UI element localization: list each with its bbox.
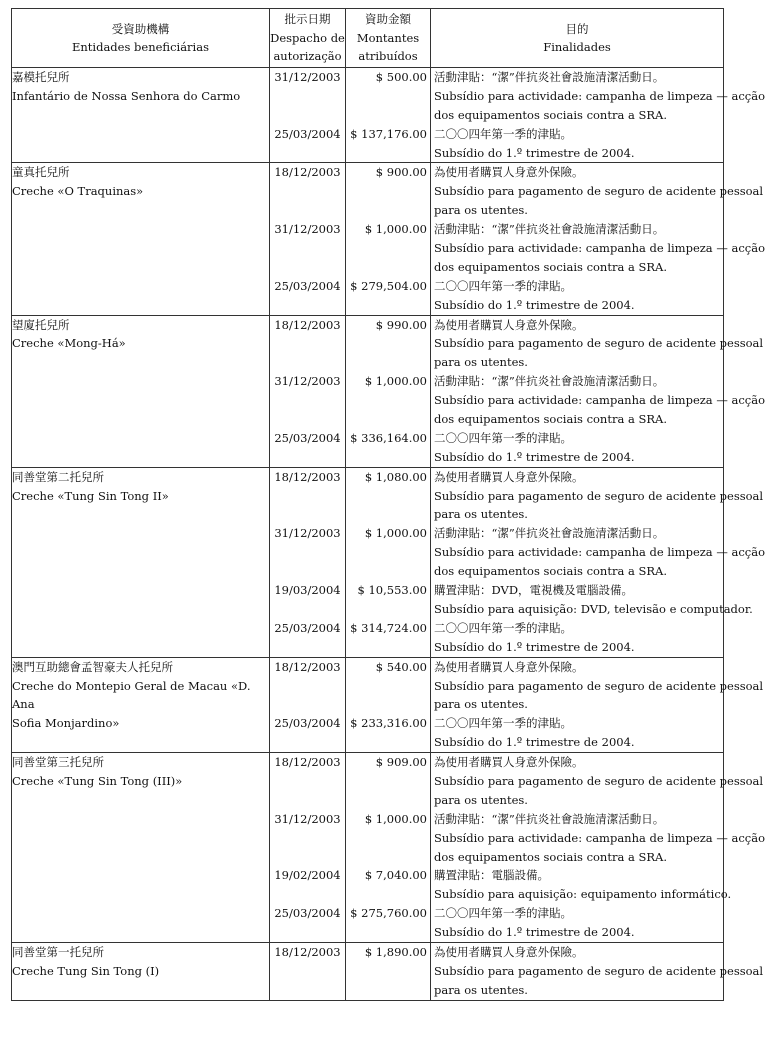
header-date-pt1: Despacho de [270,30,345,45]
date-text: 31/12/2003 [274,70,341,84]
amount-text [346,487,430,506]
entity-name-zh: 同善堂第三托兒所 [12,755,104,770]
amount-text [346,600,430,619]
amount-text: $ 1,000.00 [364,374,427,389]
header-date-pt2: autorização [273,49,342,64]
purpose-text: para os utentes. [434,792,528,807]
amount-text [346,391,430,410]
subsidy-table [11,8,765,1001]
date-text [270,600,345,619]
entity-name-zh: 同善堂第二托兒所 [12,469,104,484]
amount-text [346,87,430,106]
date-text: 18/12/2003 [274,165,341,180]
amount-text: $ 900.00 [375,165,427,180]
header-purpose-pt: Finalidades [543,40,611,54]
entity-cell [12,467,270,657]
header-amount-pt1: Montantes [356,30,420,45]
purpose-text: Subsídio do 1.º trimestre de 2004. [434,145,635,160]
purpose-text: 為使用者購買人身意外保險。 [434,659,584,674]
date-text [270,448,345,467]
entity-name-zh: 澳門互助總會孟智豪夫人托兒所 [12,659,173,674]
amount-text [346,733,430,752]
date-text [270,87,345,106]
purpose-text: 為使用者購買人身意外保險。 [434,165,584,180]
purpose-text: 購置津貼：電腦設備。 [434,868,549,883]
purpose-text: Subsídio do 1.º trimestre de 2004. [434,735,635,750]
amount-text: $ 137,176.00 [350,126,427,141]
amount-text [346,981,430,1000]
purpose-text: 為使用者購買人身意外保險。 [434,944,584,959]
amount-cell [346,942,431,1000]
header-amount [346,9,431,68]
header-entity-zh: 受資助機構 [111,21,170,36]
date-text [270,258,345,277]
date-text: 25/03/2004 [274,430,341,445]
purpose-text: 活動津貼：“潔”伴抗炎社會設施清潔活動日。 [434,374,665,389]
date-text: 31/12/2003 [274,374,341,389]
purpose-text: 為使用者購買人身意外保險。 [434,755,584,770]
date-text [270,334,345,353]
amount-text [346,106,430,125]
purpose-cell [431,467,765,657]
amount-text [346,791,430,810]
purpose-cell [431,163,765,315]
entity-name-pt: Creche «Tung Sin Tong (III)» [12,773,183,788]
entity-name-zh: 嘉模托兒所 [12,70,70,84]
table-row [12,68,724,163]
date-cell [270,657,346,752]
purpose-text: dos equipamentos sociais contra a SRA. [434,849,667,864]
purpose-cell [431,753,765,943]
date-text: 31/12/2003 [274,526,341,541]
amount-text: $ 909.00 [375,755,427,770]
purpose-text: Subsídio para pagamento de seguro de acidente pessoal [434,678,764,693]
amount-text [346,923,430,942]
date-text: 25/03/2004 [274,126,341,141]
date-text [270,391,345,410]
amount-text [346,962,430,981]
header-entity [12,9,270,68]
purpose-text: para os utentes. [434,982,528,997]
purpose-text: 活動津貼：“潔”伴抗炎社會設施清潔活動日。 [434,222,665,237]
purpose-text: para os utentes. [434,697,528,712]
date-cell [270,467,346,657]
amount-text [346,182,430,201]
date-text [270,695,345,714]
amount-text: $ 7,040.00 [364,868,427,883]
purpose-text: Subsídio para aquisição: equipamento informático. [434,887,732,902]
amount-text [346,201,430,220]
amount-text [346,144,430,163]
purpose-text: Subsídio para pagamento de seguro de acidente pessoal [434,963,764,978]
date-text: 18/12/2003 [274,469,341,484]
purpose-text: 二〇〇四年第一季的津貼。 [434,906,572,921]
date-text: 18/12/2003 [274,944,341,959]
date-text: 19/03/2004 [274,583,341,598]
purpose-text: dos equipamentos sociais contra a SRA. [434,259,667,274]
date-text [270,505,345,524]
date-text [270,791,345,810]
header-entity-pt: Entidades beneficiárias [71,40,209,54]
purpose-text: 活動津貼：“潔”伴抗炎社會設施清潔活動日。 [434,526,665,541]
entity-name-zh: 望廈托兒所 [12,317,70,332]
purpose-text: Subsídio para pagamento de seguro de acidente pessoal [434,488,764,503]
amount-text [346,505,430,524]
purpose-text: 二〇〇四年第一季的津貼。 [434,716,572,731]
amount-text: $ 314,724.00 [350,620,427,635]
header-date-zh: 批示日期 [284,12,331,27]
date-text [270,239,345,258]
amount-text [346,353,430,372]
amount-text [346,695,430,714]
purpose-text: Subsídio para pagamento de seguro de acidente pessoal [434,773,764,788]
entity-cell [12,163,270,315]
amount-text [346,410,430,429]
table-row [12,657,724,752]
date-text: 19/02/2004 [274,868,341,883]
entity-name-pt: Sofia Monjardino» [12,716,120,731]
amount-text: $ 1,000.00 [364,222,427,237]
amount-text [346,885,430,904]
date-text: 31/12/2003 [274,222,341,237]
purpose-text: para os utentes. [434,507,528,522]
amount-text [346,772,430,791]
header-amount-zh: 資助金額 [365,12,411,27]
entity-name-pt: Creche Tung Sin Tong (I) [12,963,160,978]
entity-name-zh: 同善堂第一托兒所 [12,944,104,959]
date-text [270,733,345,752]
amount-text [346,296,430,315]
date-cell [270,315,346,467]
date-text [270,923,345,942]
purpose-text: Subsídio do 1.º trimestre de 2004. [434,925,635,940]
purpose-text: Subsídio do 1.º trimestre de 2004. [434,639,635,654]
amount-cell [346,467,431,657]
entity-cell [12,657,270,752]
entity-cell [12,315,270,467]
table-row [12,942,724,1000]
table-row [12,753,724,943]
purpose-text: Subsídio para actividade: campanha de limpeza — acção [434,545,765,560]
table-body [12,68,765,1001]
date-text [270,562,345,581]
amount-cell [346,68,431,163]
purpose-text: para os utentes. [434,203,528,218]
entity-name-pt: Creche «Tung Sin Tong II» [12,488,169,503]
date-text [270,962,345,981]
entity-cell [12,68,270,163]
amount-text: $ 10,553.00 [357,583,427,598]
date-cell [270,753,346,943]
purpose-text: 為使用者購買人身意外保險。 [434,469,584,484]
purpose-text: 活動津貼：“潔”伴抗炎社會設施清潔活動日。 [434,70,665,84]
date-text [270,981,345,1000]
table-row [12,467,724,657]
purpose-cell [431,657,764,752]
date-cell [270,942,346,1000]
date-text [270,106,345,125]
date-text [270,848,345,867]
table-row [12,315,724,467]
date-text [270,772,345,791]
purpose-text: Subsídio para actividade: campanha de limpeza — acção [434,241,765,256]
date-text: 31/12/2003 [274,811,341,826]
amount-text: $ 233,316.00 [350,716,427,731]
date-text [270,296,345,315]
date-text: 18/12/2003 [274,659,341,674]
purpose-text: 二〇〇四年第一季的津貼。 [434,430,572,445]
purpose-text: Subsídio para actividade: campanha de limpeza — acção [434,88,765,103]
date-text: 25/03/2004 [274,716,341,731]
entity-cell [12,942,270,1000]
entity-name-pt: Infantário de Nossa Senhora do Carmo [12,88,241,103]
amount-cell [346,657,431,752]
amount-text [346,258,430,277]
amount-text: $ 990.00 [375,317,427,332]
entity-name-pt: Creche do Montepio Geral de Macau «D. Ana [12,678,251,712]
amount-cell [346,753,431,943]
amount-text: $ 540.00 [375,659,427,674]
purpose-text: Subsídio do 1.º trimestre de 2004. [434,297,635,312]
date-text: 25/03/2004 [274,620,341,635]
date-text [270,543,345,562]
amount-text: $ 1,890.00 [364,944,427,959]
purpose-text: 二〇〇四年第一季的津貼。 [434,126,572,141]
purpose-text: 活動津貼：“潔”伴抗炎社會設施清潔活動日。 [434,811,665,826]
purpose-text: dos equipamentos sociais contra a SRA. [434,107,667,122]
amount-cell [346,315,431,467]
purpose-text: Subsídio para actividade: campanha de limpeza — acção [434,830,765,845]
amount-text [346,448,430,467]
date-text: 25/03/2004 [274,278,341,293]
purpose-text: 為使用者購買人身意外保險。 [434,317,584,332]
date-text [270,829,345,848]
amount-text [346,829,430,848]
entity-name-pt: Creche «O Traquinas» [12,184,144,199]
purpose-text: Subsídio do 1.º trimestre de 2004. [434,449,635,464]
amount-text: $ 279,504.00 [350,278,427,293]
amount-text: $ 275,760.00 [350,906,427,921]
purpose-text: 購置津貼：DVD，電視機及電腦設備。 [434,583,634,598]
purpose-cell [431,315,765,467]
amount-text [346,677,430,696]
header-date [270,9,346,68]
purpose-text: Subsídio para pagamento de seguro de acidente pessoal [434,336,764,351]
purpose-text: para os utentes. [434,355,528,370]
amount-text: $ 1,000.00 [364,526,427,541]
header-row [12,9,724,68]
purpose-cell [431,942,764,1000]
date-text [270,144,345,163]
date-text [270,677,345,696]
amount-text: $ 1,000.00 [364,811,427,826]
entity-name-pt: Creche «Mong-Há» [12,336,126,351]
date-cell [270,163,346,315]
purpose-text: Subsídio para pagamento de seguro de acidente pessoal [434,184,764,199]
date-text [270,353,345,372]
amount-text [346,638,430,657]
purpose-text: Subsídio para aquisição: DVD, televisão e computador. [434,601,753,616]
amount-text: $ 1,080.00 [364,469,427,484]
amount-text [346,334,430,353]
header-amount-pt2: atribuídos [358,49,418,64]
header-purpose-zh: 目的 [565,21,589,36]
amount-text [346,848,430,867]
purpose-text: 二〇〇四年第一季的津貼。 [434,620,572,635]
amount-cell [346,163,431,315]
date-text [270,182,345,201]
purpose-cell [431,68,765,163]
date-cell [270,68,346,163]
purpose-text: 二〇〇四年第一季的津貼。 [434,278,572,293]
date-text: 18/12/2003 [274,755,341,770]
date-text: 25/03/2004 [274,906,341,921]
table-row [12,163,724,315]
entity-name-zh: 童真托兒所 [12,165,70,180]
purpose-text: dos equipamentos sociais contra a SRA. [434,564,667,579]
date-text [270,410,345,429]
date-text: 18/12/2003 [274,317,341,332]
amount-text [346,562,430,581]
purpose-text: Subsídio para actividade: campanha de limpeza — acção [434,393,765,408]
amount-text [346,239,430,258]
date-text [270,885,345,904]
amount-text: $ 336,164.00 [350,430,427,445]
date-text [270,638,345,657]
date-text [270,487,345,506]
purpose-text: dos equipamentos sociais contra a SRA. [434,412,667,427]
amount-text: $ 500.00 [375,70,427,84]
header-purpose [431,9,724,68]
amount-text [346,543,430,562]
entity-cell [12,753,270,943]
date-text [270,201,345,220]
